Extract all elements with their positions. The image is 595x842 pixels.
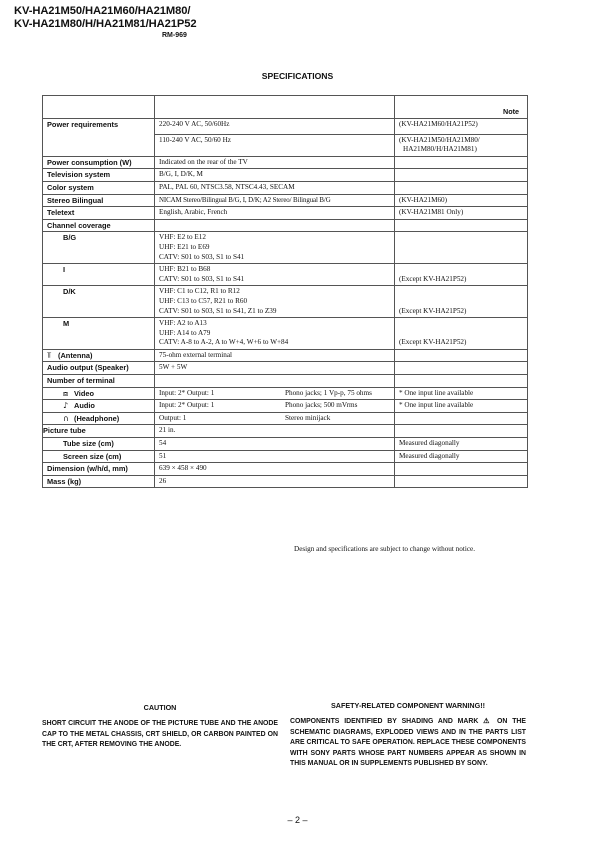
table-row: Teletext English, Arabic, French (KV-HA21M81 Only) bbox=[43, 207, 528, 220]
model-list-line-2: KV-HA21M80/H/HA21M81/HA21P52 bbox=[14, 18, 197, 30]
table-row: Number of terminal bbox=[43, 375, 528, 388]
page-title: SPECIFICATIONS bbox=[261, 71, 334, 81]
table-row: Tube size (cm) 54 Measured diagonally bbox=[43, 438, 528, 451]
table-row: Dimension (w/h/d, mm) 639 × 458 × 490 bbox=[43, 463, 528, 476]
table-row: Power requirements 220-240 V AC, 50/60Hz (KV-HA21M60/HA21P52) bbox=[43, 118, 528, 134]
safety-warning-block bbox=[290, 701, 526, 769]
table-row: Mass (kg) 26 bbox=[43, 475, 528, 488]
table-row: Color system PAL, PAL 60, NTSC3.58, NTSC4.43, SECAM bbox=[43, 181, 528, 194]
safety-warning-text: COMPONENTS IDENTIFIED BY SHADING AND MARK ⚠ ON THE SCHEMATIC DIAGRAMS, EXPLODED VIEWS AND IN THE PARTS LIST ARE CRITICAL TO SAFE OPERATION. REPLACE THESE COMPONENTS WITH SONY PARTS WHOSE PART NUMBERS APPEAR AS SHOWN IN THIS MANUAL OR IN SUPPLEMENTS PUBLISHED BY SONY. bbox=[290, 718, 526, 768]
table-row: ♪ Audio Input: 2* Output: 1 Phono jacks; 500 mVrms * One input line available bbox=[43, 400, 528, 413]
caution-block bbox=[42, 703, 278, 751]
note-column-header: Note bbox=[395, 96, 528, 119]
table-header-row bbox=[43, 96, 528, 119]
model-list-line-1: KV-HA21M50/HA21M60/HA21M80/ bbox=[14, 5, 191, 17]
audio-note-icon: ♪ bbox=[63, 401, 69, 411]
table-row: Audio output (Speaker) 5W + 5W bbox=[43, 362, 528, 375]
caution-text: SHORT CIRCUIT THE ANODE OF THE PICTURE TUBE AND THE ANODE CAP TO THE METAL CHASSIS, CRT SHIELD, OR CARBON PAINTED ON THE CRT, AFTER REMOVING THE ANODE. bbox=[42, 720, 278, 749]
table-row: I UHF: B21 to B68 CATV: S01 to S03, S1 to S41 (Except KV-HA21P52) bbox=[43, 264, 528, 286]
chassis-code: RM-969 bbox=[162, 32, 187, 39]
power-requirements-label: Power requirements bbox=[43, 118, 155, 156]
table-row: Picture tube 21 in. bbox=[43, 425, 528, 438]
table-row: Screen size (cm) 51 Measured diagonally bbox=[43, 450, 528, 463]
headphone-icon: ∩ bbox=[63, 413, 69, 423]
table-row: M VHF: A2 to A13 UHF: A14 to A79 CATV: A-8 to A-2, A to W+4, W+6 to W+84 (Except KV-HA21P52) bbox=[43, 318, 528, 350]
table-row: ⧈ Video Input: 2* Output: 1 Phono jacks; 1 Vp-p, 75 ohms * One input line available bbox=[43, 387, 528, 400]
table-row: Stereo Bilingual NICAM Stereo/Bilingual B/G, I, D/K; A2 Stereo/ Bilingual B/G (KV-HA21M60) bbox=[43, 194, 528, 207]
document-header bbox=[14, 5, 197, 39]
page-number: – 2 – bbox=[287, 815, 308, 825]
caution-title: CAUTION bbox=[143, 703, 177, 712]
disclaimer-text: Design and specifications are subject to change without notice. bbox=[294, 545, 476, 553]
table-row: ⫪ (Antenna) 75-ohm external terminal bbox=[43, 349, 528, 362]
table-row: Channel coverage bbox=[43, 219, 528, 232]
table-row: Power consumption (W) Indicated on the rear of the TV bbox=[43, 156, 528, 169]
antenna-icon: ⫪ bbox=[47, 350, 52, 360]
table-row: Television system B/G, I, D/K, M bbox=[43, 169, 528, 182]
table-row: ∩ (Headphone) Output: 1 Stereo minijack bbox=[43, 412, 528, 425]
safety-warning-title: SAFETY-RELATED COMPONENT WARNING!! bbox=[331, 701, 485, 710]
specifications-table bbox=[42, 95, 528, 488]
table-row: B/G VHF: E2 to E12 UHF: E21 to E69 CATV: S01 to S03, S1 to S41 bbox=[43, 232, 528, 264]
video-icon: ⧈ bbox=[63, 388, 69, 398]
table-row: 110-240 V AC, 50/60 Hz (KV-HA21M50/HA21M80/ HA21M80/H/HA21M81) bbox=[43, 134, 528, 156]
table-row: D/K VHF: C1 to C12, R1 to R12 UHF: C13 to C57, R21 to R60 CATV: S01 to S03, S1 to S41, Z1 to Z39 (Except KV-HA21P52) bbox=[43, 286, 528, 318]
